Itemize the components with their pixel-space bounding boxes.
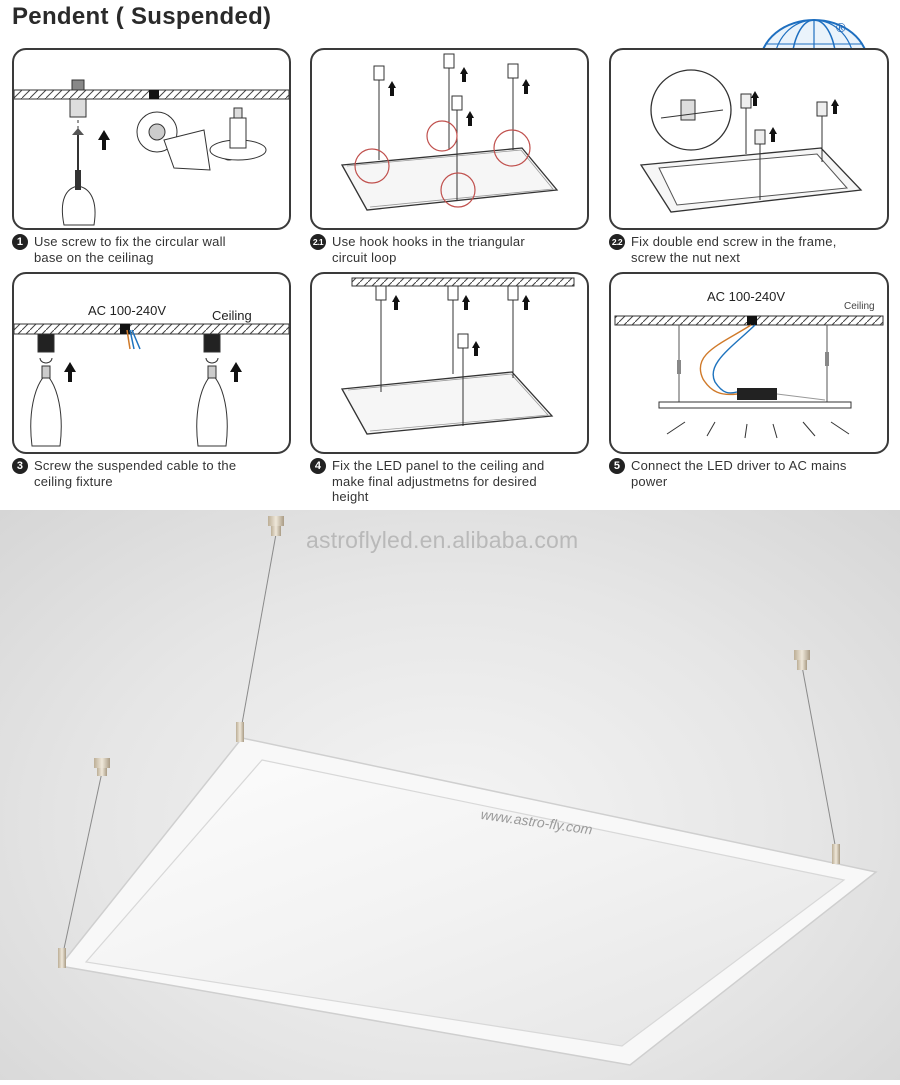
step-1-caption: [16, 234, 254, 265]
watermark-panel: www.astro-fly.com: [479, 806, 594, 838]
ceiling-fitting: [94, 516, 810, 776]
step-text: Screw the suspended cable to the ceiling fixture: [34, 458, 237, 489]
step-text: Use hook hooks in the triangular circuit loop: [332, 234, 525, 265]
page-title: Pendent ( Suspended): [12, 3, 272, 30]
step-2-2-illustration: [609, 48, 889, 230]
step-5-caption: [613, 458, 881, 489]
step-4-illustration: [310, 272, 589, 454]
step-4-caption: [314, 458, 577, 505]
step-1-illustration: [12, 48, 291, 230]
step-5-illustration: [609, 272, 889, 454]
registered-mark: ®: [836, 20, 846, 35]
voltage-label: AC 100-240V: [88, 303, 167, 318]
step-badge: 5: [609, 458, 625, 474]
voltage-label: AC 100-240V: [707, 289, 786, 304]
step-badge: 2.2: [609, 234, 625, 250]
step-text: Use screw to fix the circular wall base on the ceilinag: [34, 234, 226, 265]
step-badge: 2.1: [310, 234, 326, 250]
ceiling-label: Ceiling: [212, 308, 252, 323]
ceiling-label: Ceiling: [844, 301, 875, 312]
step-text: Fix double end screw in the frame, screw the nut next: [631, 234, 837, 265]
step-badge: 4: [310, 458, 326, 474]
step-2-2-caption: [611, 234, 861, 265]
step-badge: 1: [12, 234, 28, 250]
step-3-illustration: [12, 272, 291, 454]
watermark-top: astroflyled.en.alibaba.com: [306, 527, 579, 553]
step-text: Connect the LED driver to AC mains power: [631, 458, 847, 489]
step-badge: 3: [12, 458, 28, 474]
step-2-1-illustration: [310, 48, 589, 230]
step-3-caption: [16, 458, 274, 489]
step-2-1-caption: [312, 234, 562, 265]
step-text: Fix the LED panel to the ceiling and make final adjustmetns for desired height: [332, 458, 545, 504]
product-photo: [0, 510, 900, 1080]
